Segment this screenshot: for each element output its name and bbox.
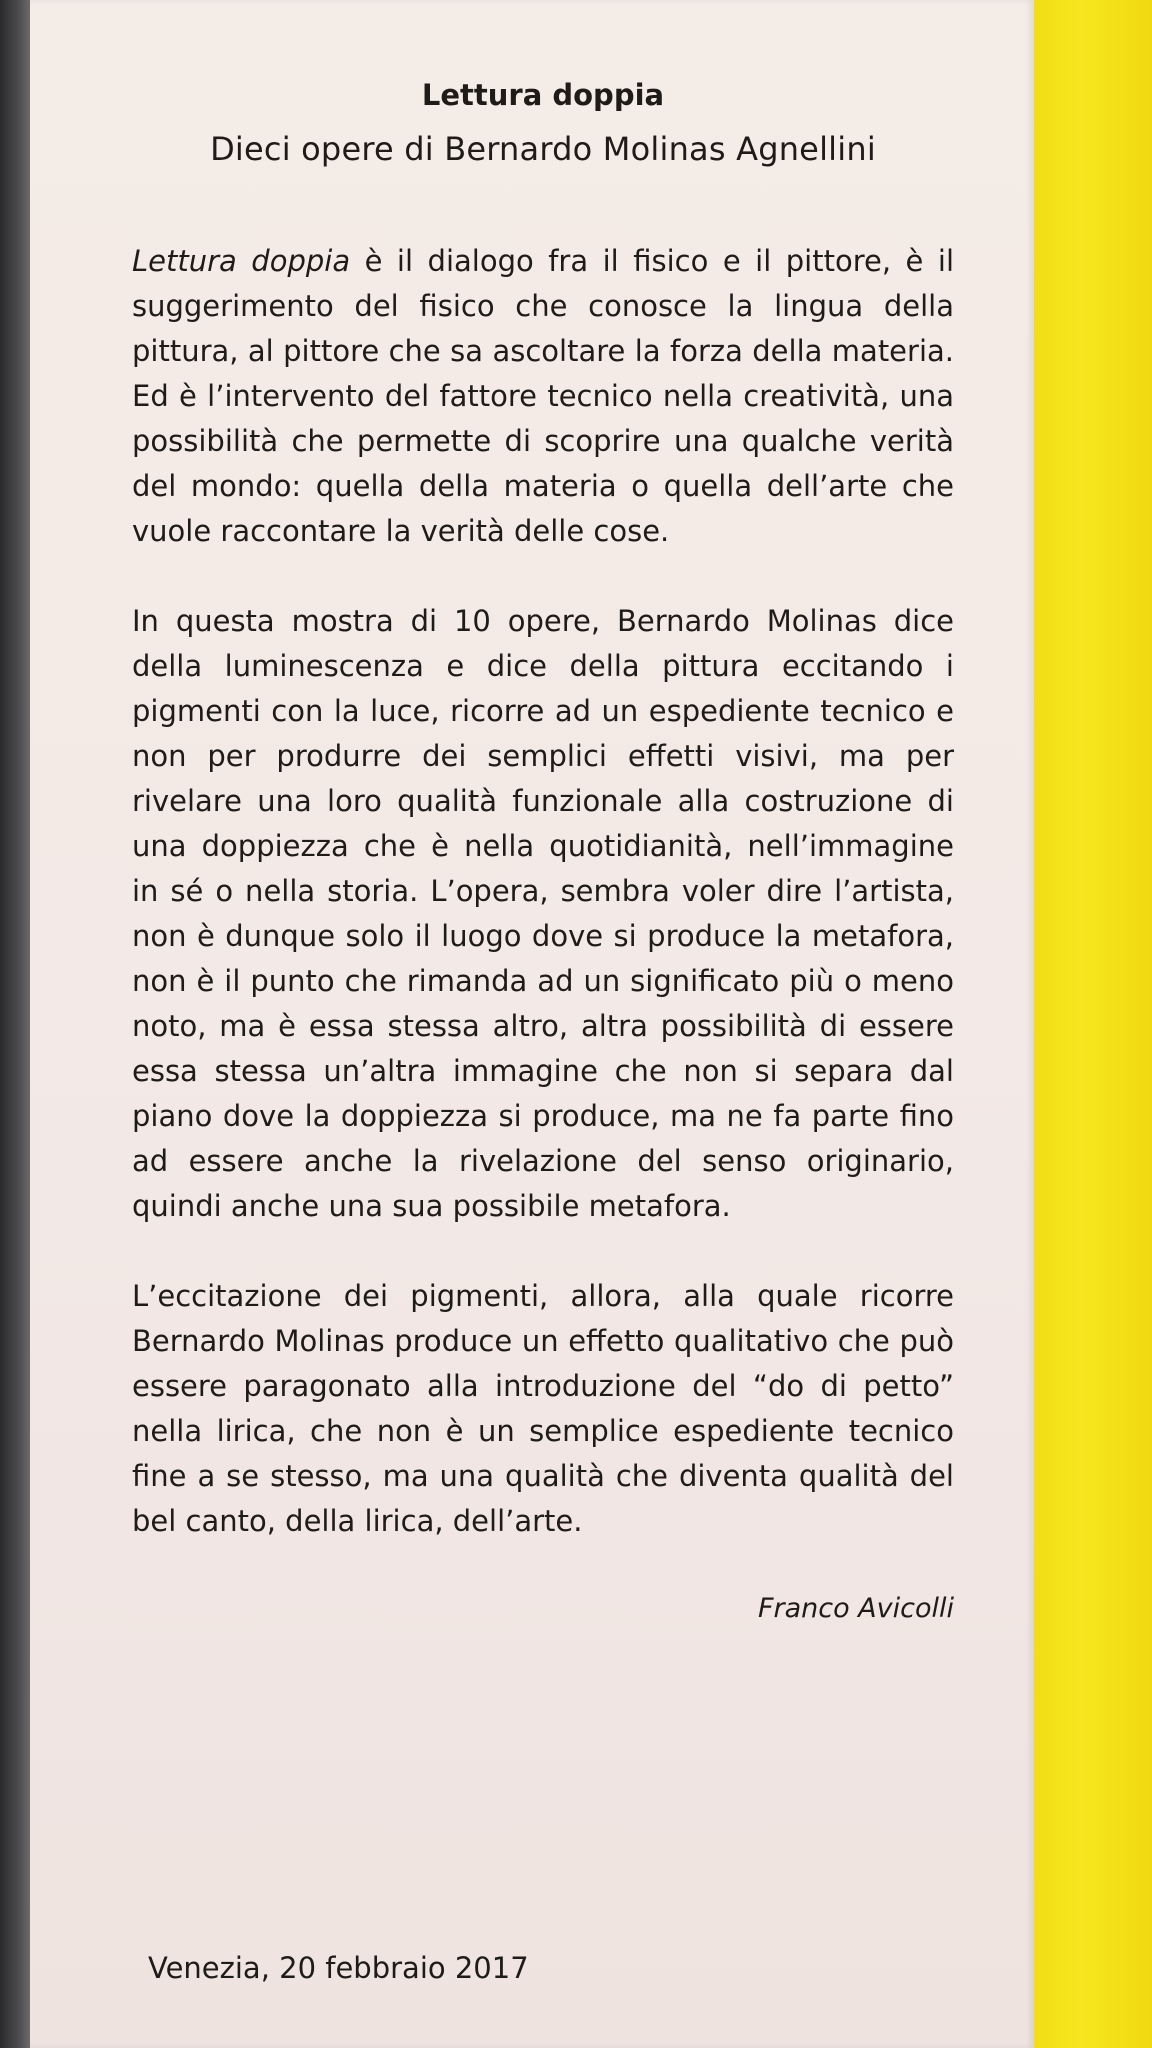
exhibition-subtitle: Dieci opere di Bernardo Molinas Agnellini [210,130,876,168]
author-signature: Franco Avicolli [757,1593,954,1624]
paragraph-2: In questa mostra di 10 opere, Bernardo Molinas dice della luminescenza e dice della pittura eccitando i pigmenti con la luce, ricorre ad un espediente tecnico e non per produrre dei semplici effetti visivi, ma per rivelare una loro qualità funzionale alla costruzione di una doppiezza che è nella quotidianità, nell’immagine in sé o nella storia. L’opera, sembra voler dire l’artista, non è dunque solo il luogo dove si produce la metafora, non è il punto che rimanda ad un significato più o meno noto, ma è essa stessa altro, altra possibilità di essere essa stessa un’altra immagine che non si separa dal piano dove la doppiezza si produce, ma ne fa parte fino ad essere anche la rivelazione del senso originario, quindi anche una sua possibile metafora. [132,604,954,1223]
dark-left-edge [0,0,30,2048]
paragraph-1-rest: è il dialogo fra il fisico e il pittore, è il suggerimento del fisico che conosce la lingua della pittura, al pittore che sa ascoltare la forza della materia. Ed è l’intervento del fattore tecnico nella creatività, una possibilità che permette di scoprire una qualche verità del mondo: quella della materia o quella dell’arte che vuole raccontare la verità delle cose. [132,244,955,548]
wall-text-panel [30,0,1034,2048]
essay-body [132,239,954,1544]
place-date: Venezia, 20 febbraio 2017 [148,1951,529,1985]
panel-content [132,75,954,1629]
exhibition-title: Lettura doppia [421,78,665,112]
yellow-wall [1034,0,1152,2048]
paragraph-1 [132,239,954,554]
paragraph-3: L’eccitazione dei pigmenti, allora, alla quale ricorre Bernardo Molinas produce un effetto qualitativo che può essere paragonato alla introduzione del “do di petto” nella lirica, che non è un semplice espediente tecnico fine a se stesso, ma una qualità che diventa qualità del bel canto, della lirica, dell’arte. [132,1279,954,1538]
paragraph-1-lead: Lettura doppia [132,244,351,278]
